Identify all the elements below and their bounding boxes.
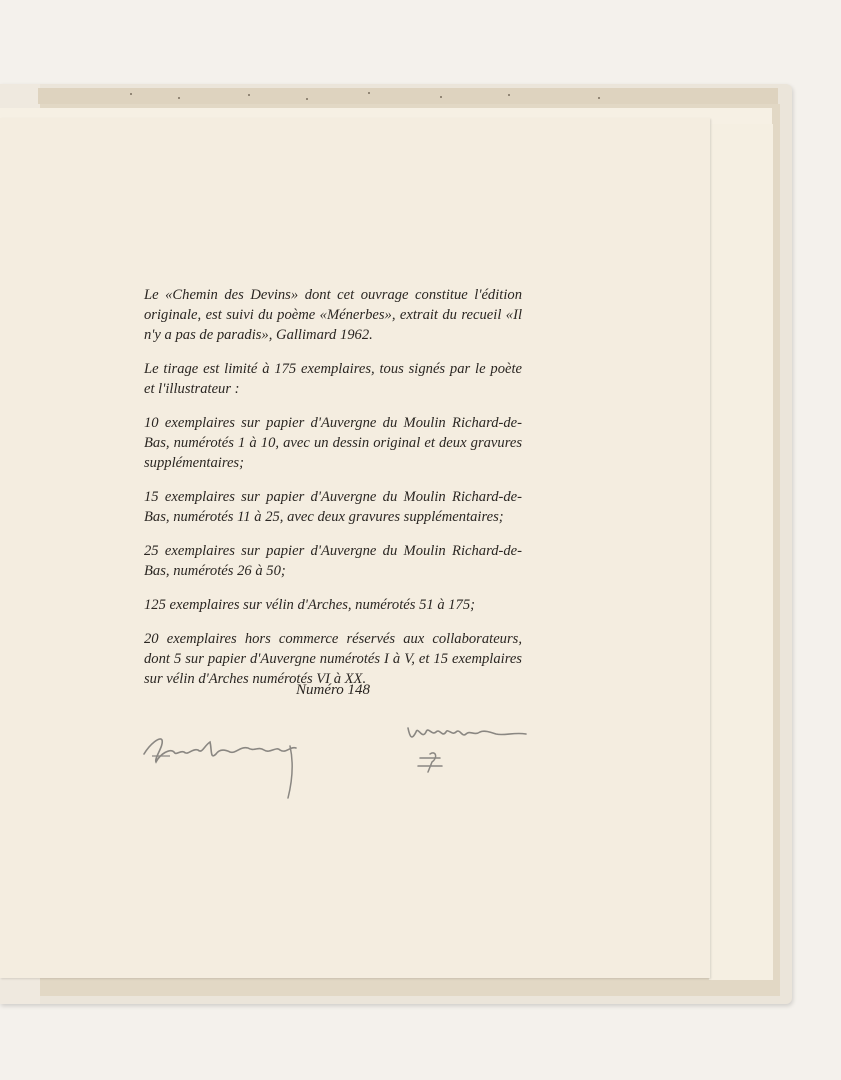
- colophon-paragraph-1: Le «Chemin des Devins» dont cet ouvrage constitue l'édition originale, est suivi du poème «Ménerbes», extrait du recueil «Il n'y a pas de paradis», Gallimard 1962.: [144, 287, 522, 343]
- box-top-edge: [38, 88, 778, 104]
- colophon-paragraph-7: 20 exemplaires hors commerce réservés aux collaborateurs, dont 5 sur papier d'Auvergne numérotés I à V, et 15 exemplaires sur vélin d'Arches numérotés VI à XX.: [144, 631, 522, 687]
- colophon-text: [144, 285, 522, 703]
- colophon-paragraph-3: 10 exemplaires sur papier d'Auvergne du Moulin Richard-de-Bas, numérotés 1 à 10, avec un dessin original et deux gravures supplémentaires;: [144, 415, 522, 471]
- colophon-paragraph-4: 15 exemplaires sur papier d'Auvergne du Moulin Richard-de-Bas, numérotés 11 à 25, avec deux gravures supplémentaires;: [144, 489, 522, 525]
- edition-number: Numéro 148: [296, 682, 371, 698]
- poet-signature: [140, 724, 310, 804]
- colophon-paragraph-6: 125 exemplaires sur vélin d'Arches, numérotés 51 à 175;: [144, 597, 476, 613]
- deckled-sheet-edge: [708, 124, 773, 980]
- colophon-paragraph-5: 25 exemplaires sur papier d'Auvergne du Moulin Richard-de-Bas, numérotés 26 à 50;: [144, 543, 522, 579]
- colophon-paragraph-2: Le tirage est limité à 175 exemplaires, tous signés par le poète et l'illustrateur :: [144, 361, 522, 397]
- illustrator-signature: [404, 710, 544, 780]
